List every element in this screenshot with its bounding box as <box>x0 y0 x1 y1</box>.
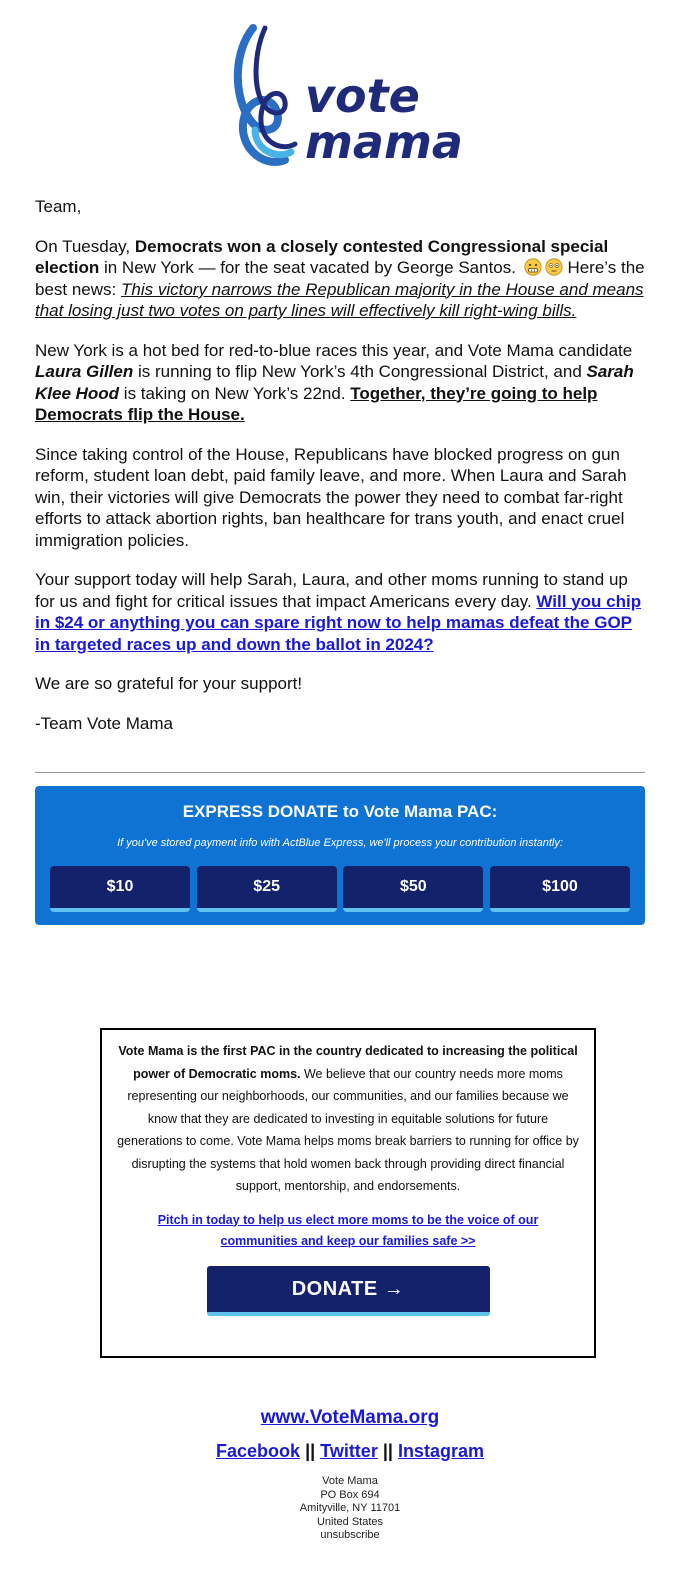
donate-100-button[interactable]: $100 <box>490 866 630 912</box>
footer <box>0 1404 700 1543</box>
twitter-link[interactable]: Twitter <box>320 1441 378 1461</box>
candidate-sarah-klee-hood: Sarah Klee Hood <box>35 362 634 403</box>
express-donate-panel <box>35 786 645 925</box>
chip-in-link[interactable]: Will you chip in $24 or anything you can spare right now to help mamas defeat the GOP in targeted races up and down the ballot in 2024? <box>35 591 642 654</box>
signoff: -Team Vote Mama <box>35 713 173 733</box>
about-paragraph <box>116 1040 580 1198</box>
vote-mama-logo-mark <box>225 20 475 175</box>
website-link[interactable]: www.VoteMama.org <box>260 1407 440 1428</box>
candidate-laura-gillen: Laura Gillen <box>35 362 134 381</box>
grimacing-face-emoji-icon <box>524 258 542 276</box>
about-bold: Vote Mama is the first PAC in the country dedicated to increasing the political power of Democratic moms. <box>118 1044 578 1081</box>
separator: || <box>382 1441 393 1461</box>
p1-text: On Tuesday, <box>35 236 135 256</box>
divider <box>35 772 645 773</box>
amount-buttons <box>35 866 645 912</box>
donate-10-button[interactable]: $10 <box>50 866 190 912</box>
express-donate-subtitle: If you've stored payment info with ActBlue Express, we'll process your contribution instantly: <box>117 837 563 849</box>
address-country: United States <box>316 1515 384 1528</box>
vote-mama-logo <box>0 20 700 175</box>
mailing-address <box>0 1475 700 1543</box>
p2-text-2: is running to flip New York’s 4th Congressional District, and <box>133 362 587 381</box>
p1-text-3: Here’s the best news: <box>35 258 645 299</box>
donate-25-button[interactable]: $25 <box>197 866 337 912</box>
paragraph-4 <box>35 569 650 655</box>
social-links <box>0 1439 700 1463</box>
paragraph-1 <box>35 236 650 322</box>
logo-word-vote: vote <box>305 69 420 123</box>
paragraph-5: We are so grateful for your support! <box>35 674 303 693</box>
instagram-link[interactable]: Instagram <box>397 1441 484 1461</box>
p2-bold-underline: Together, they’re going to help Democrats flip the House. <box>35 383 598 424</box>
paragraph-3: Since taking control of the House, Republicans have blocked progress on gun reform, student loan debt, paid family leave, and more. When Laura and Sarah win, their victories will give Democrats the power they need to combat far-right efforts to attack abortion rights, ban healthcare for trans youth, and enact cruel immigration policies. <box>35 444 627 550</box>
logo-word-mama: mama <box>305 115 463 169</box>
p4-text: Your support today will help Sarah, Laura, and other moms running to stand up for us and fight for critical issues that impact Americans every day. <box>35 570 628 611</box>
address-po-box: PO Box 694 <box>320 1488 380 1501</box>
p1-bold: Democrats won a closely contested Congressional special election <box>35 236 609 277</box>
address-org: Vote Mama <box>322 1475 378 1487</box>
email-body <box>35 196 650 752</box>
paragraph-2 <box>35 340 650 426</box>
p2-text-3: is taking on New York’s 22nd. <box>119 383 351 403</box>
p1-italic-highlight: This victory narrows the Republican majority in the House and means that losing just two votes on party lines will effectively kill right-wing bills. <box>35 279 644 320</box>
about-text: We believe that our country needs more moms representing our neighborhoods, our communities, and our families because we know that they are dedicated to investing in equitable solutions for future generations to come. Vote Mama helps moms break barriers to running for office by disrupting the systems that hold women back through providing direct financial support, mentorship, and endorsements. <box>117 1066 579 1193</box>
separator: || <box>305 1441 316 1461</box>
flushed-face-emoji-icon <box>545 258 563 276</box>
express-donate-title: EXPRESS DONATE to Vote Mama PAC: <box>182 802 498 821</box>
p2-text: New York is a hot bed for red-to-blue races this year, and Vote Mama candidate <box>35 340 633 360</box>
pitch-in-link[interactable]: Pitch in today to help us elect more moms to be the voice of our communities and keep our families safe >> <box>157 1212 539 1248</box>
p1-text-2: in New York — for the seat vacated by George Santos. <box>99 258 516 277</box>
donate-button[interactable]: DONATE → <box>207 1266 490 1316</box>
address-city: Amityville, NY 11701 <box>299 1502 401 1514</box>
facebook-link[interactable]: Facebook <box>216 1441 301 1461</box>
greeting: Team, <box>35 197 82 216</box>
donate-50-button[interactable]: $50 <box>343 866 483 912</box>
about-box <box>100 1028 596 1358</box>
unsubscribe-link[interactable]: unsubscribe <box>320 1529 380 1541</box>
